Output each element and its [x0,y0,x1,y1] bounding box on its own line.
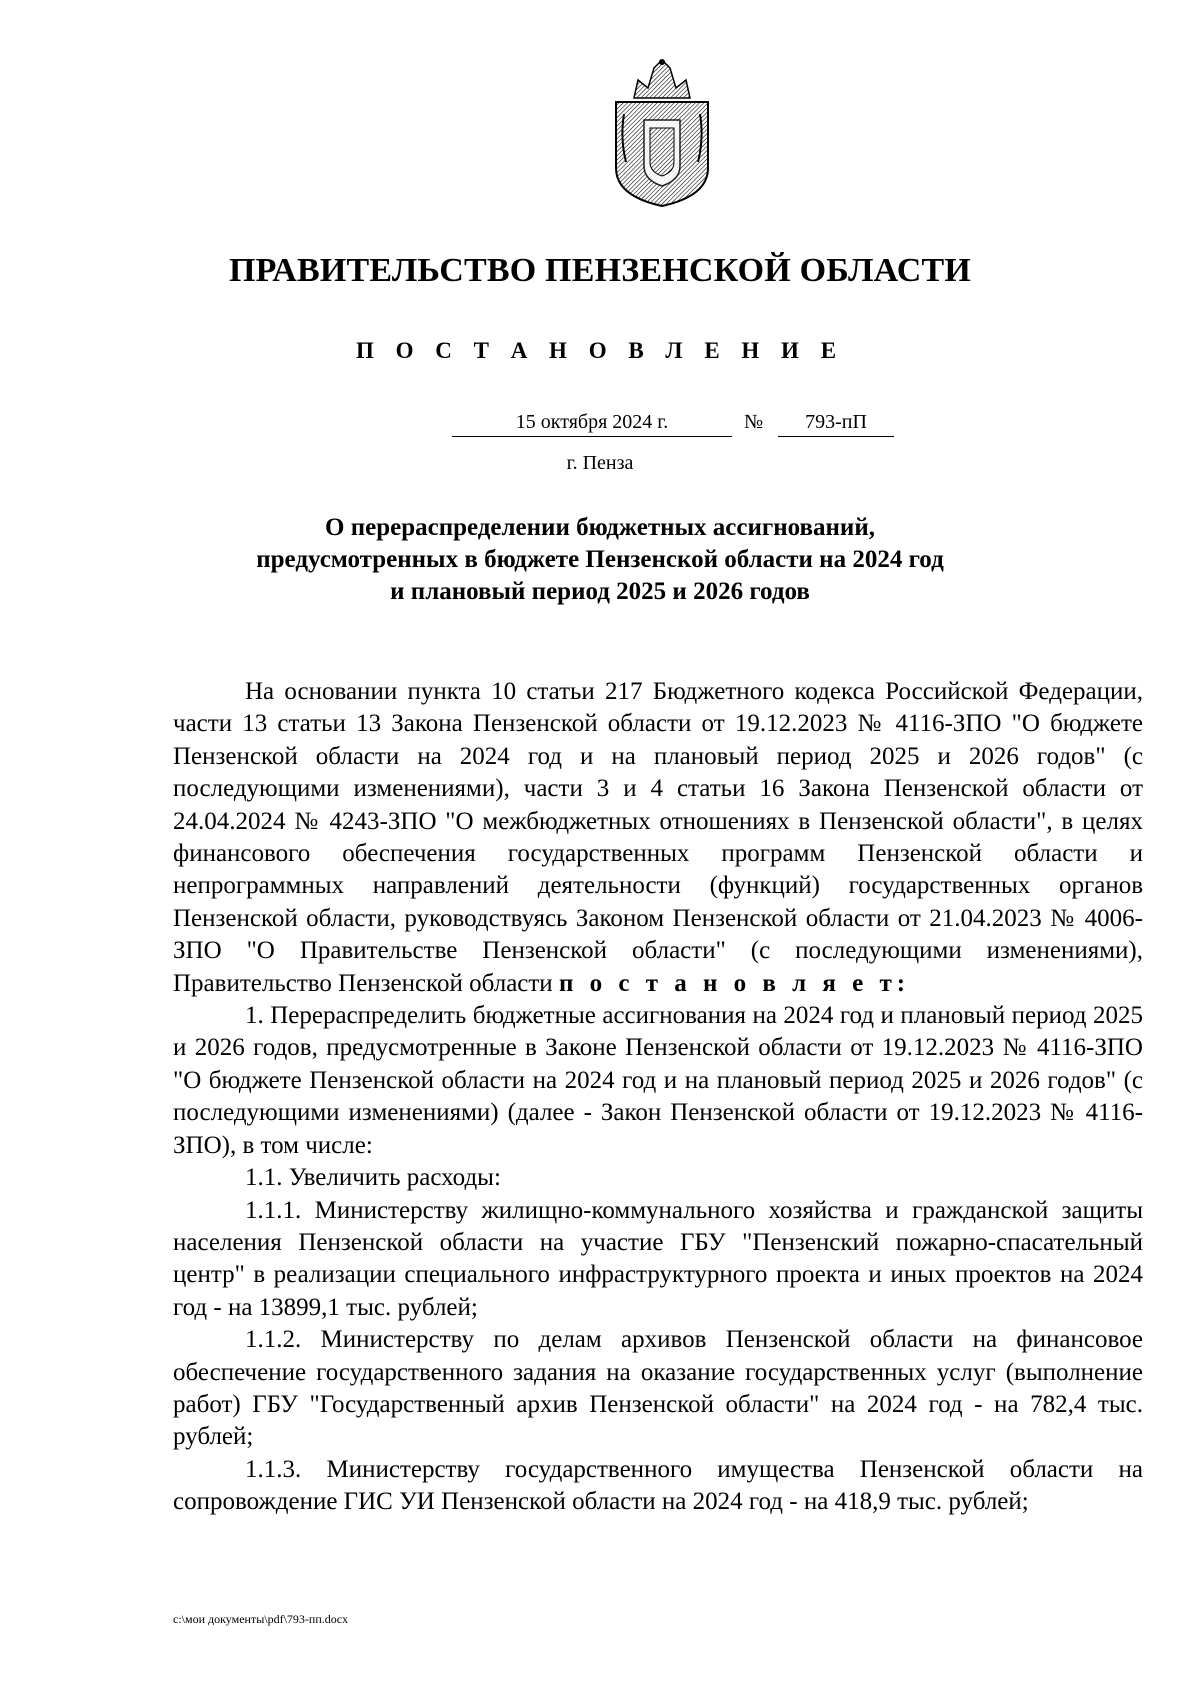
resolves-keyword: п о с т а н о в л я е т: [558,969,911,997]
subject-line-1: О перераспределении бюджетных ассигнований, [325,514,875,541]
document-type: П О С Т А Н О В Л Е Н И Е [355,338,845,363]
document-subject [0,512,1200,608]
paragraph-1-1-1: 1.1.1. Министерству жилищно-коммунального хозяйства и гражданской защиты населения Пензенской области на участие ГБУ "Пензенский пожарно-спасательный центр" в реализации специального инфраструктурного проекта и иных проектов на 2024 год - на 13899,1 тыс. рублей; [173,1196,1143,1321]
subject-line-2: предусмотренных в бюджете Пензенской области на 2024 год [256,546,944,573]
organization-title: ПРАВИТЕЛЬСТВО ПЕНЗЕНСКОЙ ОБЛАСТИ [228,252,971,289]
coat-of-arms-graphic [604,58,720,208]
document-date: 15 октября 2024 г. [452,408,732,437]
paragraph-1-1-2: 1.1.2. Министерству по делам архивов Пензенской области на финансовое обеспечение государственного задания на оказание государственных услуг (выполнение работ) ГБУ "Государственный архив Пензенской области" на 2024 год - на 782,4 тыс. рублей; [173,1326,1143,1451]
date-number-line [0,408,1200,438]
document-body [173,676,1143,1519]
number-sign: № [744,411,764,433]
file-path-footer: c:\мои документы\pdf\793-пп.docx [173,1612,349,1626]
subject-line-3: и плановый период 2025 и 2026 годов [390,578,810,605]
paragraph-1: 1. Перераспределить бюджетные ассигнования на 2024 год и плановый период 2025 и 2026 годов, предусмотренные в Законе Пензенской области от 19.12.2023 № 4116-ЗПО "О бюджете Пензенской области на 2024 год и на плановый период 2025 и 2026 годов" (с последующими изменениями) (далее - Закон Пензенской области от 19.12.2023 № 4116-ЗПО), в том числе: [173,1002,1143,1159]
paragraph-1-1-3: 1.1.3. Министерству государственного имущества Пензенской области на сопровождение ГИС УИ Пензенской области на 2024 год - на 418,9 тыс. рублей; [173,1455,1143,1516]
preamble-text: На основании пункта 10 статьи 217 Бюджетного кодекса Российской Федерации, части 13 статьи 13 Закона Пензенской области от 19.12.2023 № 4116-ЗПО "О бюджете Пензенской области на 2024 год и на плановый период 2025 и 2026 годов" (с последующими изменениями), части 3 и 4 статьи 16 Закона Пензенской области от 24.04.2024 № 4243-ЗПО "О межбюджетных отношениях в Пензенской области", в целях финансового обеспечения государственных программ Пензенской области и непрограммных направлений деятельности (функций) государственных органов Пензенской области, руководствуясь Законом Пензенской области от 21.04.2023 № 4006-ЗПО "О Правительстве Пензенской области" (с последующими изменениями), Правительство Пензенской области [173,678,1143,997]
coat-of-arms-icon [604,58,720,208]
city: г. Пенза [566,452,634,474]
paragraph-1-1: 1.1. Увеличить расходы: [245,1164,501,1192]
preamble-paragraph [173,676,1143,1000]
document-number: 793-пП [778,408,894,437]
